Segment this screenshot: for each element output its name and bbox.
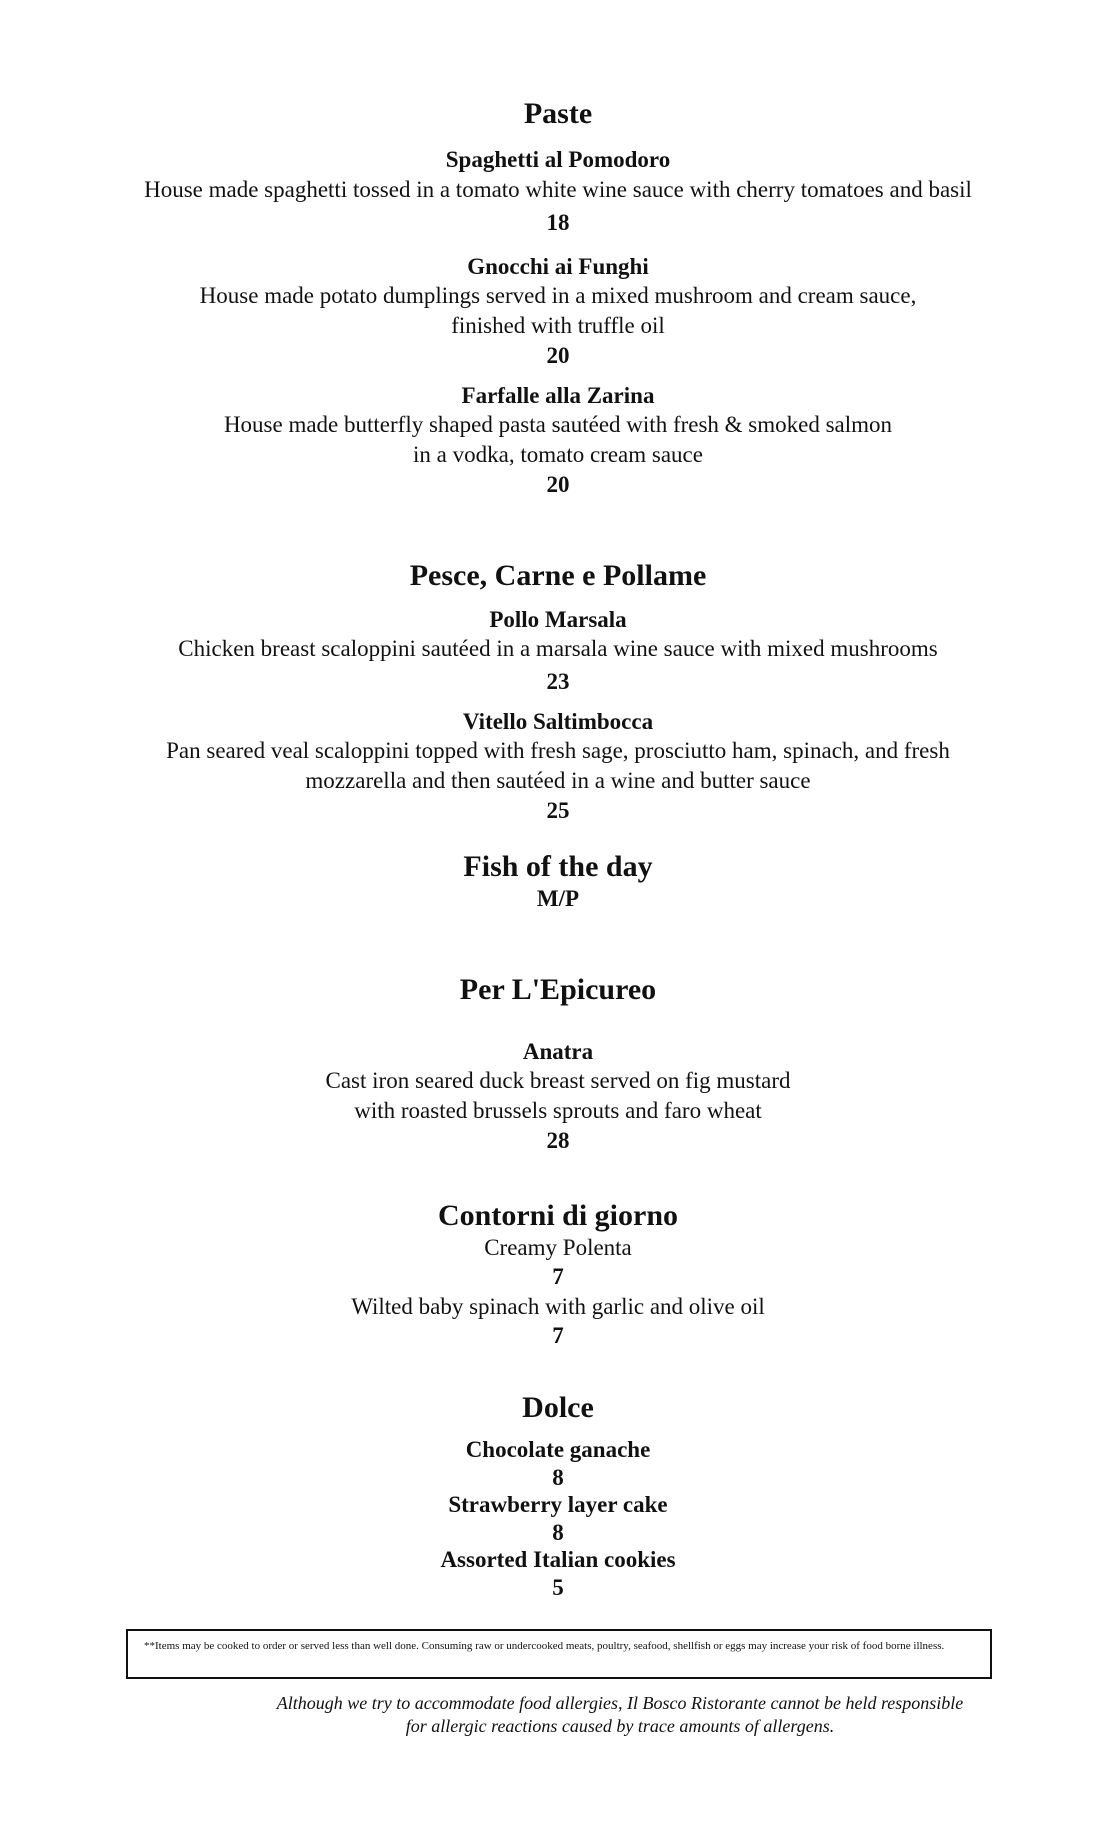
menu-item-price: 8	[552, 1465, 564, 1490]
menu-item-name: Strawberry layer cake	[448, 1492, 668, 1517]
menu-item-price: 23	[546, 669, 570, 694]
menu-item-name: Farfalle alla Zarina	[461, 383, 655, 408]
food-safety-notice-text: **Items may be cooked to order or served less than well done. Consuming raw or undercooked meats, poultry, seafood, shellfish or eggs may increase your risk of food borne illness.	[144, 1640, 945, 1652]
menu-item-description: in a vodka, tomato cream sauce	[413, 442, 703, 467]
menu-item-price: M/P	[536, 886, 580, 911]
menu-item-name: Assorted Italian cookies	[440, 1547, 676, 1572]
menu-item-name: Pollo Marsala	[489, 607, 627, 632]
menu-item-price: 20	[546, 343, 570, 368]
section-title-epicureo: Per L'Epicureo	[459, 973, 657, 1006]
menu-item-name: Spaghetti al Pomodoro	[445, 147, 671, 172]
menu-item-price: 7	[552, 1323, 564, 1348]
menu-item-description: House made spaghetti tossed in a tomato white wine sauce with cherry tomatoes and basil	[144, 177, 972, 202]
menu-item-price: 18	[546, 210, 570, 235]
menu-item-price: 7	[552, 1264, 564, 1289]
menu-item-description: mozzarella and then sautéed in a wine and butter sauce	[305, 768, 811, 793]
menu-item-description: Cast iron seared duck breast served on fig mustard	[325, 1068, 791, 1093]
menu-item-price: 8	[552, 1520, 564, 1545]
menu-item-description: Creamy Polenta	[484, 1235, 632, 1260]
menu-item-name: Chocolate ganache	[465, 1437, 651, 1462]
menu-item-description: Pan seared veal scaloppini topped with fresh sage, prosciutto ham, spinach, and fresh	[166, 738, 950, 763]
menu-item-description: finished with truffle oil	[451, 313, 665, 338]
menu-item-description: House made butterfly shaped pasta sautéed with fresh & smoked salmon	[223, 412, 893, 437]
menu-item-description: House made potato dumplings served in a mixed mushroom and cream sauce,	[199, 283, 917, 308]
menu-item-price: 28	[546, 1128, 570, 1153]
section-title-pesce: Pesce, Carne e Pollame	[409, 559, 707, 592]
menu-item-price: 5	[552, 1575, 564, 1600]
menu-item-name: Anatra	[522, 1039, 594, 1064]
menu-item-description: Wilted baby spinach with garlic and olive oil	[351, 1294, 765, 1319]
menu-item-description: Chicken breast scaloppini sautéed in a marsala wine sauce with mixed mushrooms	[178, 636, 938, 661]
section-title-dolce: Dolce	[522, 1391, 594, 1424]
menu-item-name: Vitello Saltimbocca	[462, 709, 654, 734]
allergy-disclaimer	[140, 1692, 1100, 1738]
allergy-disclaimer-line: Although we try to accommodate food allergies, Il Bosco Ristorante cannot be held responsible	[276, 1693, 964, 1713]
allergy-disclaimer-line: for allergic reactions caused by trace amounts of allergens.	[405, 1716, 835, 1736]
food-safety-notice	[126, 1629, 992, 1679]
section-title-contorni: Contorni di giorno	[437, 1199, 679, 1232]
menu-item-description: with roasted brussels sprouts and faro wheat	[354, 1098, 762, 1123]
menu-item-name: Gnocchi ai Funghi	[467, 254, 649, 279]
menu-item-price: 20	[546, 472, 570, 497]
menu-item-price: 25	[546, 798, 570, 823]
section-title-paste: Paste	[523, 97, 593, 130]
section-title-fish: Fish of the day	[463, 850, 653, 883]
